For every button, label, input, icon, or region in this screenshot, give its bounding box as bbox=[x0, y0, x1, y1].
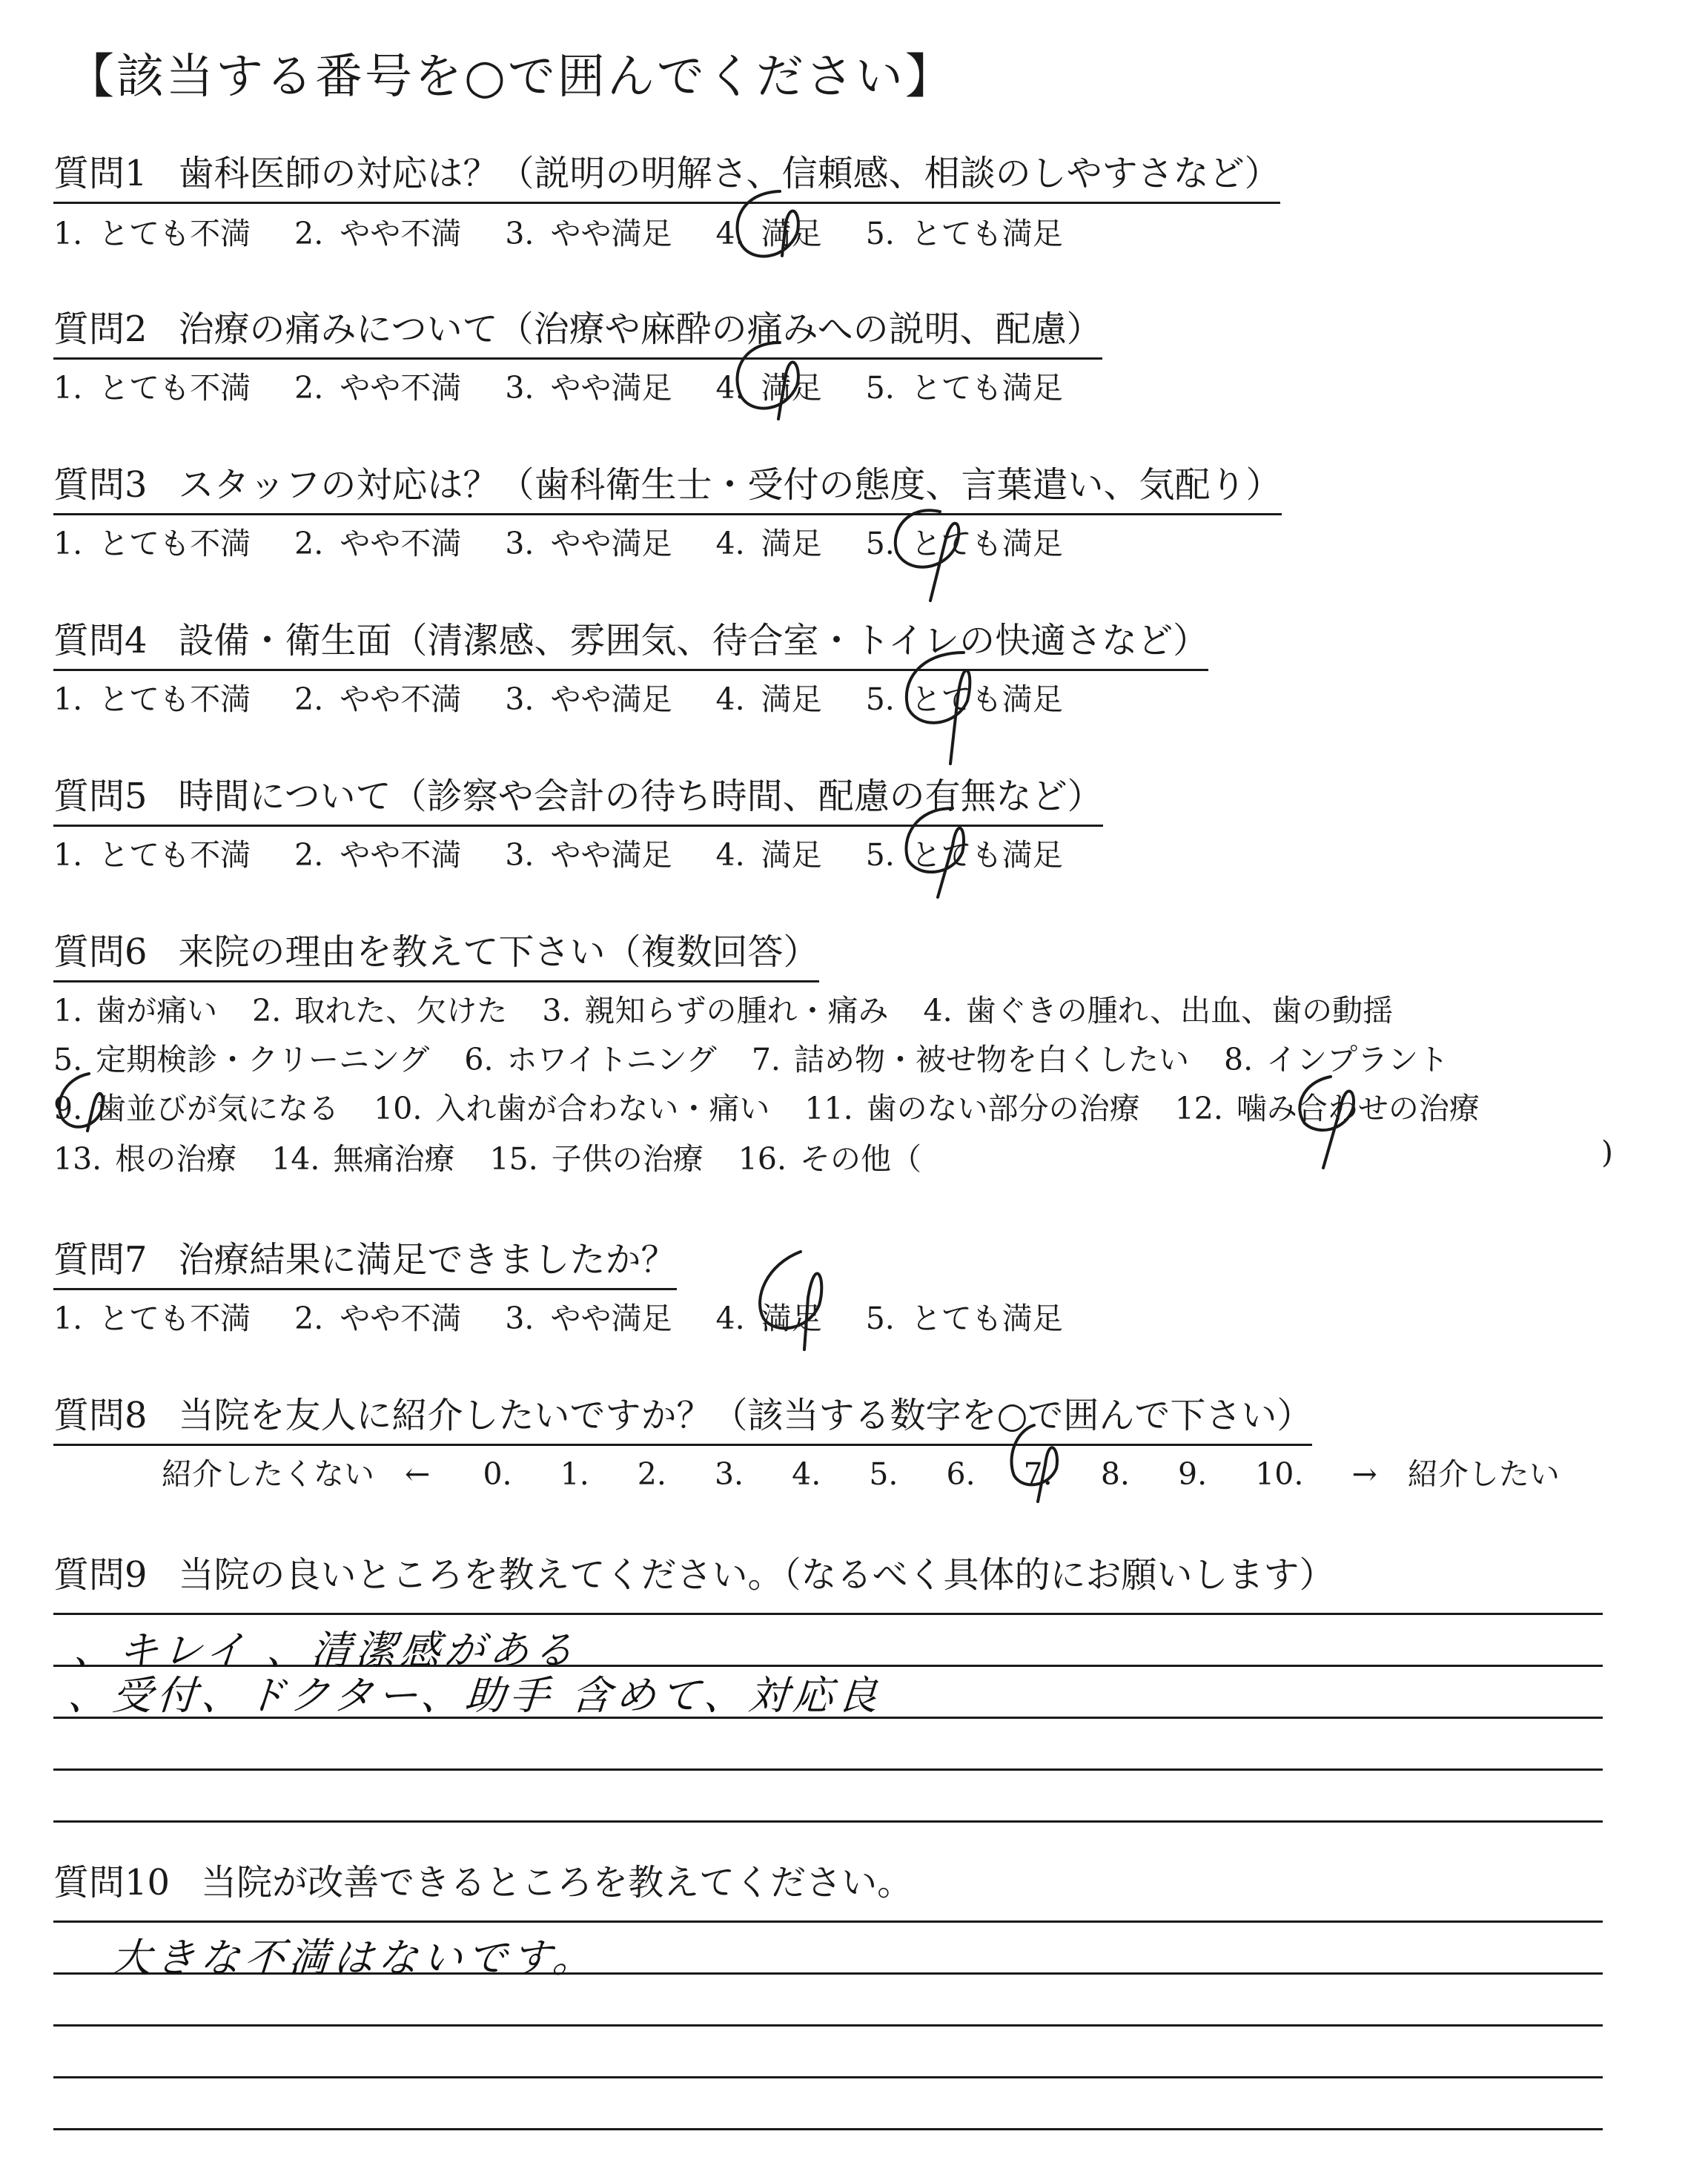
scale-value-9[interactable]: 9. bbox=[1178, 1456, 1208, 1492]
reason-12[interactable]: 12. 噛み合わせの治療 bbox=[1174, 1091, 1480, 1126]
option-3[interactable]: 3. やや満足 bbox=[505, 216, 672, 251]
option-3[interactable]: 3. やや満足 bbox=[505, 370, 672, 406]
answer-line bbox=[53, 1613, 1603, 1615]
answer-line bbox=[53, 2128, 1603, 2130]
reason-6[interactable]: 6. ホワイトニング bbox=[464, 1042, 717, 1077]
option-4[interactable]: 4. 満足 bbox=[715, 837, 822, 873]
scale-value-5[interactable]: 5. bbox=[869, 1456, 898, 1492]
answer-line bbox=[53, 1920, 1603, 1923]
reason-16-other[interactable]: 16. その他（ bbox=[738, 1141, 922, 1177]
question-text: 設備・衛生面（清潔感、雰囲気、待合室・トイレの快適さなど） bbox=[178, 620, 1209, 661]
option-5[interactable]: 5. とても満足 bbox=[865, 837, 1063, 873]
question-label: 質問9 bbox=[53, 1554, 148, 1596]
question-label: 質問1 bbox=[53, 153, 148, 194]
option-4[interactable]: 4. 満足 bbox=[715, 216, 822, 251]
question-text: 治療結果に満足できましたか？ bbox=[178, 1239, 677, 1281]
option-5[interactable]: 5. とても満足 bbox=[865, 216, 1063, 251]
reason-2[interactable]: 2. 取れた、欠けた bbox=[252, 993, 508, 1028]
option-2[interactable]: 2. やや不満 bbox=[294, 216, 462, 251]
scale-left-label: 紹介したくない bbox=[162, 1456, 374, 1492]
option-2[interactable]: 2. やや不満 bbox=[294, 370, 462, 406]
question-6-row-3 bbox=[53, 1084, 1505, 1128]
scale-value-7[interactable]: 7. bbox=[1023, 1456, 1053, 1492]
question-6-row-2 bbox=[53, 1035, 1474, 1079]
question-1-options bbox=[53, 209, 1097, 253]
question-text: 当院を友人に紹介したいですか？（該当する数字を○で囲んで下さい） bbox=[178, 1395, 1313, 1436]
reason-1[interactable]: 1. 歯が痛い bbox=[53, 993, 218, 1028]
reason-9[interactable]: 9. 歯並びが気になる bbox=[53, 1091, 340, 1126]
page-title: 【該当する番号を○で囲んでください】 bbox=[67, 50, 955, 105]
scale-value-0[interactable]: 0. bbox=[483, 1456, 512, 1492]
option-4[interactable]: 4. 満足 bbox=[715, 1301, 822, 1336]
question-8-scale bbox=[162, 1450, 1598, 1493]
question-text: 歯科医師の対応は？（説明の明解さ、信頼感、相談のしやすさなど） bbox=[178, 153, 1280, 194]
question-1-title bbox=[53, 145, 1280, 204]
option-3[interactable]: 3. やや満足 bbox=[505, 837, 672, 873]
question-2-options bbox=[53, 363, 1097, 407]
question-8-title bbox=[53, 1387, 1312, 1446]
option-1[interactable]: 1. とても不満 bbox=[53, 1301, 251, 1336]
reason-13[interactable]: 13. 根の治療 bbox=[53, 1141, 237, 1177]
question-label: 質問7 bbox=[53, 1239, 148, 1281]
option-3[interactable]: 3. やや満足 bbox=[505, 1301, 672, 1336]
handwritten-answer-9-line-2[interactable]: 、受付、ドクター、助手 含めて、対応良 bbox=[66, 1672, 884, 1719]
reason-15[interactable]: 15. 子供の治療 bbox=[489, 1141, 704, 1177]
option-4[interactable]: 4. 満足 bbox=[715, 370, 822, 406]
scale-value-4[interactable]: 4. bbox=[792, 1456, 821, 1492]
answer-line bbox=[53, 1768, 1603, 1771]
question-2-title bbox=[53, 300, 1102, 360]
scale-value-6[interactable]: 6. bbox=[946, 1456, 976, 1492]
question-7-options bbox=[53, 1294, 1097, 1338]
other-paren-close: ) bbox=[1601, 1135, 1613, 1170]
question-4-options bbox=[53, 675, 1097, 719]
option-1[interactable]: 1. とても不満 bbox=[53, 370, 251, 406]
option-5[interactable]: 5. とても満足 bbox=[865, 1301, 1063, 1336]
question-6-row-1 bbox=[53, 986, 1418, 1030]
reason-11[interactable]: 11. 歯のない部分の治療 bbox=[804, 1091, 1140, 1126]
question-10-title bbox=[53, 1854, 913, 1911]
option-2[interactable]: 2. やや不満 bbox=[294, 837, 462, 873]
handwritten-answer-10-line-1[interactable]: 大きな不満はないです。 bbox=[109, 1935, 599, 1981]
option-4[interactable]: 4. 満足 bbox=[715, 526, 822, 561]
question-label: 質問6 bbox=[53, 931, 148, 973]
option-2[interactable]: 2. やや不満 bbox=[294, 1301, 462, 1336]
option-4[interactable]: 4. 満足 bbox=[715, 681, 822, 717]
question-text: 当院の良いところを教えてください。（なるべく具体的にお願いします） bbox=[178, 1554, 1335, 1596]
scale-value-2[interactable]: 2. bbox=[637, 1456, 666, 1492]
question-3-options bbox=[53, 519, 1097, 563]
option-5[interactable]: 5. とても満足 bbox=[865, 681, 1063, 717]
question-3-title bbox=[53, 456, 1282, 515]
option-5[interactable]: 5. とても満足 bbox=[865, 526, 1063, 561]
question-4-title bbox=[53, 612, 1208, 671]
scale-right-label: 紹介したい bbox=[1407, 1456, 1560, 1492]
question-5-title bbox=[53, 767, 1103, 827]
question-6-title bbox=[53, 923, 819, 982]
question-5-options bbox=[53, 830, 1097, 874]
scale-value-8[interactable]: 8. bbox=[1100, 1456, 1130, 1492]
option-1[interactable]: 1. とても不満 bbox=[53, 526, 251, 561]
option-1[interactable]: 1. とても不満 bbox=[53, 837, 251, 873]
scale-value-1[interactable]: 1. bbox=[560, 1456, 589, 1492]
question-text: 時間について（診察や会計の待ち時間、配慮の有無など） bbox=[178, 776, 1103, 817]
left-arrow-icon: ← bbox=[405, 1456, 431, 1492]
question-text: 治療の痛みについて（治療や麻酔の痛みへの説明、配慮） bbox=[178, 308, 1102, 350]
question-label: 質問4 bbox=[53, 620, 148, 661]
option-2[interactable]: 2. やや不満 bbox=[294, 526, 462, 561]
option-1[interactable]: 1. とても不満 bbox=[53, 216, 251, 251]
question-label: 質問10 bbox=[53, 1862, 171, 1903]
question-text: スタッフの対応は？（歯科衛生士・受付の態度、言葉遣い、気配り） bbox=[178, 464, 1282, 506]
right-arrow-icon: → bbox=[1351, 1456, 1377, 1492]
question-label: 質問8 bbox=[53, 1395, 148, 1436]
handwritten-answer-9-line-1[interactable]: 、キレイ 、清潔感がある bbox=[72, 1627, 580, 1674]
option-3[interactable]: 3. やや満足 bbox=[505, 526, 672, 561]
reason-4[interactable]: 4. 歯ぐきの腫れ、出血、歯の動揺 bbox=[923, 993, 1394, 1028]
answer-line bbox=[53, 2024, 1603, 2027]
answer-line bbox=[53, 1820, 1603, 1823]
option-2[interactable]: 2. やや不満 bbox=[294, 681, 462, 717]
option-3[interactable]: 3. やや満足 bbox=[505, 681, 672, 717]
question-text: 来院の理由を教えて下さい（複数回答） bbox=[178, 931, 819, 973]
reason-8[interactable]: 8. インプラント bbox=[1224, 1042, 1449, 1077]
reason-7[interactable]: 7. 詰め物・被せ物を白くしたい bbox=[751, 1042, 1189, 1077]
question-label: 質問2 bbox=[53, 308, 148, 350]
question-text: 当院が改善できるところを教えてください。 bbox=[201, 1862, 913, 1903]
option-1[interactable]: 1. とても不満 bbox=[53, 681, 251, 717]
scale-value-3[interactable]: 3. bbox=[714, 1456, 744, 1492]
reason-14[interactable]: 14. 無痛治療 bbox=[271, 1141, 455, 1177]
reason-10[interactable]: 10. 入れ歯が合わない・痛い bbox=[374, 1091, 770, 1126]
scale-value-10[interactable]: 10. bbox=[1255, 1456, 1304, 1492]
answer-line bbox=[53, 2076, 1603, 2078]
option-5[interactable]: 5. とても満足 bbox=[865, 370, 1063, 406]
question-label: 質問3 bbox=[53, 464, 148, 506]
reason-5[interactable]: 5. 定期検診・クリーニング bbox=[53, 1042, 430, 1077]
question-label: 質問5 bbox=[53, 776, 148, 817]
question-7-title bbox=[53, 1231, 677, 1290]
reason-3[interactable]: 3. 親知らずの腫れ・痛み bbox=[542, 993, 889, 1028]
question-9-title bbox=[53, 1546, 1335, 1603]
question-6-row-4 bbox=[53, 1135, 947, 1178]
